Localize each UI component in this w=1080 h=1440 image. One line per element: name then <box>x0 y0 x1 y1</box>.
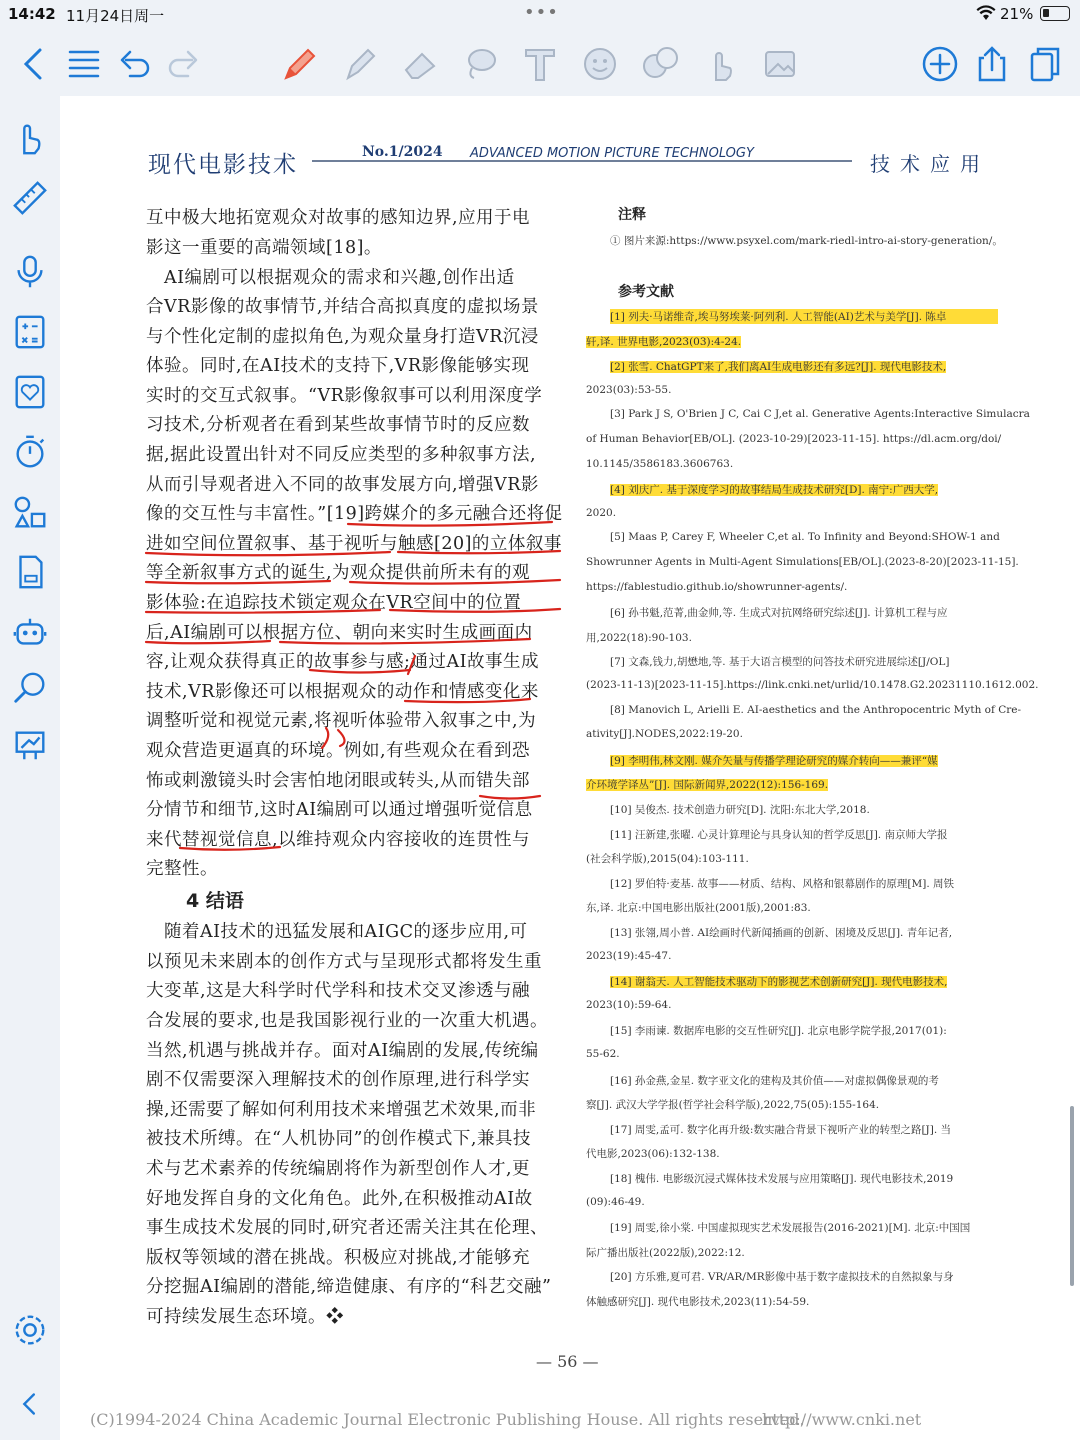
body-line: 进如空间位置叙事、基于视听与触感[20]的立体叙事 <box>146 534 562 554</box>
reference-line: [3] Park J S, O'Brien J C, Cai C J,et al. Generative Agents:Interactive Simulacra <box>610 408 1030 420</box>
reference-line: of Human Behavior[EB/OL]. (2023-10-29)[2023-11-15]. https://dl.acm.org/doi/ <box>586 433 1002 445</box>
body-line: 观众营造更逼真的环境。例如,有些观众在看到恐 <box>146 741 531 761</box>
hand-tool-icon[interactable] <box>8 116 52 160</box>
reference-line <box>610 359 1020 374</box>
body-line: 分挖掘AI编剧的潜能,缔造健康、有序的“科艺交融” <box>146 1277 552 1297</box>
redo-icon[interactable] <box>162 42 206 86</box>
reference-line: [20] 方乐雅,夏可君. VR/AR/MR影像中基于数字虚拟技术的自然拟象与身 <box>610 1271 954 1283</box>
timer-icon[interactable] <box>8 430 52 474</box>
collapse-icon[interactable] <box>8 1382 52 1426</box>
sticker-icon[interactable] <box>578 42 622 86</box>
body-line: 容,让观众获得真正的故事参与感;通过AI故事生成 <box>146 652 540 672</box>
settings-icon[interactable] <box>8 1308 52 1352</box>
eraser-icon[interactable] <box>398 42 442 86</box>
body-line: 影这一重要的高端领域[18]。 <box>146 238 382 258</box>
document-page[interactable] <box>60 96 1080 1440</box>
top-toolbar <box>0 30 1080 100</box>
body-line: 从而引导观者进入不同的故事发展方向,增强VR影 <box>146 475 539 495</box>
reference-line: [17] 周雯,孟可. 数字化再升级:数实融合背景下视听产业的转型之路[J]. 当 <box>610 1124 952 1136</box>
text-icon[interactable] <box>518 42 562 86</box>
body-line: 实时的交互式叙事。“VR影像叙事可以利用深度学 <box>146 386 543 406</box>
outline-icon[interactable] <box>62 42 106 86</box>
body-line: 当然,机遇与挑战并存。面对AI编剧的发展,传统编 <box>146 1041 539 1061</box>
pen-icon[interactable] <box>278 42 322 86</box>
reference-line: 2023(19):45-47. <box>586 950 672 962</box>
reference-line <box>610 482 1020 497</box>
body-line: 调整听觉和视觉元素,将视听体验带入叙事之中,为 <box>146 711 537 731</box>
reference-line: (社会科学版),2015(04):103-111. <box>586 853 749 865</box>
body-line: 技术,VR影像还可以根据观众的动作和情感变化来 <box>146 682 539 702</box>
reference-line: [12] 罗伯特·麦基. 故事——材质、结构、风格和银幕剧作的原理[M]. 周铁 <box>610 878 955 890</box>
reference-line: https://fablestudio.github.io/showrunner-agents/. <box>586 581 848 593</box>
note-item: ① 图片来源:https://www.psyxel.com/mark-riedl-intro-ai-story-generation/。 <box>610 235 1003 247</box>
reference-line-text: 介环境学译丛”[J]. 国际新闻界,2022(12):156-169. <box>586 779 829 791</box>
status-date: 11月24日周一 <box>66 7 165 25</box>
body-line: 后,AI编剧可以根据方位、朝向来实时生成画面内 <box>146 623 533 643</box>
reference-line: (2023-11-13)[2023-11-15].https://link.cnki.net/urlid/10.1478.G2.20231110.1612.002. <box>586 679 1039 691</box>
left-sidebar <box>0 100 60 1440</box>
body-line: 大变革,这是大科学时代学科和技术交叉渗透与融 <box>146 981 531 1001</box>
reference-line: [11] 汪新建,张曜. 心灵计算理论与具身认知的哲学反思[J]. 南京师大学报 <box>610 829 948 841</box>
body-line: 来代替视觉信息,以维持观众内容接收的连贯性与 <box>146 830 531 850</box>
body-line: 合VR影像的故事情节,并结合高拟真度的虚拟场景 <box>146 297 539 317</box>
issue-number: No.1/2024 <box>362 144 443 160</box>
footer-copyright: (C)1994-2024 China Academic Journal Electronic Publishing House. All rights reserved. <box>90 1410 805 1429</box>
highlighter-icon[interactable] <box>338 42 382 86</box>
reference-line: [10] 吴俊杰. 技术创造力研究[D]. 沈阳:东北大学,2018. <box>610 804 870 816</box>
reference-line: 察[J]. 武汉大学学报(哲学社会科学版),2022,75(05):155-164. <box>586 1099 880 1111</box>
body-line: 据,据此设置出针对不同反应类型的多种叙事方法, <box>146 445 537 465</box>
reference-line: [13] 张翎,周小普. AI绘画时代新闻插画的创新、困境及反思[J]. 青年记者, <box>610 927 953 939</box>
ruler-icon[interactable] <box>8 176 52 220</box>
reference-line: [1] 列夫·马诺维奇,埃马努埃莱·阿列利. 人工智能(AI)艺术与美学[J]. 陈卓 <box>610 309 998 324</box>
reference-line: [6] 孙书魁,范菁,曲金帅,等. 生成式对抗网络研究综述[J]. 计算机工程与应 <box>610 607 948 619</box>
body-line: 等全新叙事方式的诞生,为观众提供前所未有的观 <box>146 563 531 583</box>
reference-line-text: 轩,译. 世界电影,2023(03):4-24. <box>586 336 742 348</box>
reference-line-text: [9] 李明伟,林文刚. 媒介矢量与传播学理论研究的媒介转向——兼评“媒 <box>610 755 938 767</box>
document-icon[interactable] <box>8 550 52 594</box>
reference-line: 用,2022(18):90-103. <box>586 632 692 644</box>
microphone-icon[interactable] <box>8 250 52 294</box>
footer-url: http://www.cnki.net <box>762 1410 922 1429</box>
reference-line: [7] 文森,钱力,胡懋地,等. 基于大语言模型的问答技术研究进展综述[J/OL] <box>610 656 950 668</box>
reference-line: [19] 周雯,徐小棠. 中国虚拟现实艺术发展报告(2016-2021)[M]. 北京:中国国 <box>610 1222 971 1234</box>
body-line: 操,还需要了解如何利用技术来增强艺术效果,而非 <box>146 1100 537 1120</box>
scrollbar[interactable] <box>1070 1106 1074 1286</box>
body-line: 合发展的要求,也是我国影视行业的一次重大机遇。 <box>146 1011 549 1031</box>
reference-line <box>610 974 1020 989</box>
battery-percent: 21% <box>1000 5 1034 23</box>
reference-line: Showrunner Agents in Multi-Agent Simulations[EB/OL].(2023-8-20)[2023-11-15]. <box>586 556 1019 568</box>
hand-icon[interactable] <box>698 42 742 86</box>
reference-line-text: [4] 刘庆广. 基于深度学习的故事结局生成技术研究[D]. 南宁:广西大学, <box>610 484 939 496</box>
references-heading: 参考文献 <box>618 284 674 300</box>
reference-line-text: [2] 张雪. ChatGPT来了,我们离AI生成电影还有多远?[J]. 现代电影技术, <box>610 361 947 373</box>
shapes-icon[interactable] <box>8 490 52 534</box>
reference-line: (09):46-49. <box>586 1196 645 1208</box>
body-line: 习技术,分析观者在看到某些故事情节时的反应数 <box>146 415 531 435</box>
wifi-icon <box>976 5 996 25</box>
body-line: 完整性。 <box>146 859 218 879</box>
body-line: 体验。同时,在AI技术的支持下,VR影像能够实现 <box>146 356 530 376</box>
journal-title: 现代电影技术 <box>148 152 298 178</box>
reference-line-text: [14] 谢翁天. 人工智能技术驱动下的影视艺术创新研究[J]. 现代电影技术, <box>610 976 948 988</box>
share-icon[interactable] <box>970 42 1014 86</box>
back-icon[interactable] <box>12 42 56 86</box>
reference-line: 2023(10):59-64. <box>586 999 672 1011</box>
reference-line: [16] 孙金燕,金星. 数字亚文化的建构及其价值——对虚拟偶像景观的考 <box>610 1075 939 1087</box>
calculator-icon[interactable] <box>8 310 52 354</box>
status-time: 14:42 <box>8 5 56 23</box>
reference-line: [15] 李雨谏. 数据库电影的交互性研究[J]. 北京电影学院学报,2017(01): <box>610 1025 947 1037</box>
reference-line: [5] Maas P, Carey F, Wheeler C,et al. To Infinity and Beyond:SHOW-1 and <box>610 531 1000 543</box>
body-line: 分情节和细节,这时AI编剧可以通过增强听觉信息 <box>146 800 533 820</box>
page-number: — 56 — <box>536 1352 599 1371</box>
body-line: 术与艺术素养的传统编剧将作为新型创作人才,更 <box>146 1159 531 1179</box>
body-line: 影体验:在追踪技术锁定观众在VR空间中的位置 <box>146 593 522 613</box>
body-line: 以预见未来剧本的创作方式与呈现形式都将发生重 <box>146 952 542 972</box>
ai-assistant-icon[interactable] <box>8 610 52 654</box>
body-line: 随着AI技术的迅猛发展和AIGC的逐步应用,可 <box>146 922 528 942</box>
body-line: 像的交互性与丰富性。”[19]跨媒介的多元融合还将促 <box>146 504 563 524</box>
body-line: 剧不仅需要深入理解技术的创作原理,进行科学实 <box>146 1070 531 1090</box>
reference-line: 东,译. 北京:中国电影出版社(2001版),2001:83. <box>586 902 811 914</box>
translate-icon[interactable] <box>638 42 682 86</box>
presentation-icon[interactable] <box>8 724 52 768</box>
reference-line: ativity[J].NODES,2022:19-20. <box>586 728 743 740</box>
search-icon[interactable] <box>8 666 52 710</box>
journal-title-en: ADVANCED MOTION PICTURE TECHNOLOGY <box>470 146 754 161</box>
reference-line: 2020. <box>586 507 617 519</box>
battery-icon <box>1040 6 1070 21</box>
undo-icon[interactable] <box>112 42 156 86</box>
pages-icon[interactable] <box>1022 42 1066 86</box>
body-line: 互中极大地拓宽观众对故事的感知边界,应用于电 <box>146 208 531 228</box>
section-heading: 4 结语 <box>186 890 244 912</box>
reference-line: [8] Manovich L, Arielli E. AI-aesthetics and the Anthropocentric Myth of Cre- <box>610 704 1022 716</box>
lasso-icon[interactable] <box>458 42 502 86</box>
body-line: 事生成技术发展的同时,研究者还需关注其在伦理、 <box>146 1218 549 1238</box>
favorite-icon[interactable] <box>8 370 52 414</box>
section-label: 技术应用 <box>870 152 990 176</box>
reference-line: 际广播出版社(2022版),2022:12. <box>586 1247 745 1259</box>
reference-line: 55-62. <box>586 1048 620 1060</box>
reference-line: 10.1145/3586183.3606763. <box>586 458 734 470</box>
body-line: AI编剧可以根据观众的需求和兴趣,创作出适 <box>146 268 515 288</box>
body-line: 与个性化定制的虚拟角色,为观众量身打造VR沉浸 <box>146 327 539 347</box>
body-line: 好地发挥自身的文化角色。此外,在积极推动AI故 <box>146 1189 533 1209</box>
reference-line: 代电影,2023(06):132-138. <box>586 1148 720 1160</box>
reference-line <box>610 753 1020 768</box>
body-line: 版权等领域的潜在挑战。积极应对挑战,才能够充 <box>146 1248 531 1268</box>
body-line: 怖或刺激镜头时会害怕地闭眼或转头,从而错失部 <box>146 771 531 791</box>
status-bar <box>0 0 1080 28</box>
add-icon[interactable] <box>918 42 962 86</box>
multitask-dots-icon[interactable]: ••• <box>524 2 559 23</box>
body-line: 可持续发展生态环境。❖ <box>146 1307 344 1327</box>
reference-line: [18] 槐伟. 电影级沉浸式媒体技术发展与应用策略[J]. 现代电影技术,2019 <box>610 1173 954 1185</box>
reference-line <box>586 777 996 792</box>
body-line: 被技术所缚。在“人机协同”的创作模式下,兼具技 <box>146 1129 531 1149</box>
notes-heading: 注释 <box>618 207 646 223</box>
reference-line <box>586 334 996 349</box>
reference-line: 2023(03):53-55. <box>586 384 672 396</box>
image-icon[interactable] <box>758 42 802 86</box>
reference-line: 体触感研究[J]. 现代电影技术,2023(11):54-59. <box>586 1296 810 1308</box>
